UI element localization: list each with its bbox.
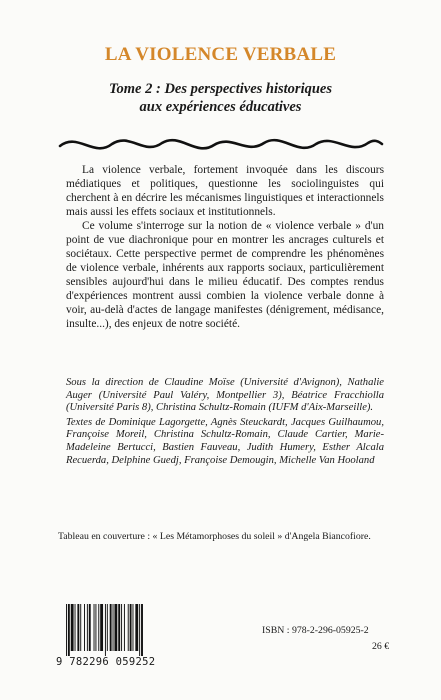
- credits-block: [66, 377, 384, 467]
- summary-paragraph-1: La violence verbale, fortement invoquée dans les discours médiatiques et politiques, questionne les sociolinguistes qui cherchent à en décrire les mécanismes linguistiques et interactionnels mais aussi les effets sociaux et institutionnels.: [66, 164, 384, 218]
- barcode-digits: 9 782296 059252: [56, 656, 156, 668]
- summary-paragraph-2: Ce volume s'interroge sur la notion de « violence verbale » d'un point de vue diachronique pour en montrer les ancrages culturels et sociétaux. Cette perspective permet de comprendre les phénomènes de violence verbale, inhérents aux rapports sociaux, particulièrement sensibles aujourd'hui dans le milieu éducatif. Des comptes rendus d'expériences montrent aussi combien la violence verbale donne à voir, au-delà d'actes de langage manifestes (dénigrement, médisance, insulte...), des enjeux de notre société.: [66, 220, 384, 330]
- subtitle-line-1: Tome 2 : Des perspectives historiques: [109, 81, 332, 97]
- price: 26 €: [372, 641, 390, 652]
- cover-art-credit: Tableau en couverture : « Les Métamorphoses du soleil » d'Angela Biancofiore.: [58, 531, 371, 542]
- authors-credit: Textes de Dominique Lagorgette, Agnès Steuckardt, Jacques Guilhaumou, Françoise Moreil, Christina Schultz-Romain, Claude Cartier, Marie-Madeleine Bertucci, Bastien Fauveau, Judith Humery, Esther Alcala Recuerda, Delphine Guedj, Françoise Demougin, Michelle Van Hooland: [66, 416, 384, 466]
- barcode-icon: [64, 604, 182, 656]
- wavy-line-ornament-icon: [58, 128, 384, 162]
- book-subtitle: [0, 80, 441, 116]
- book-title: LA VIOLENCE VERBALE: [104, 44, 337, 65]
- subtitle-line-2: aux expériences éducatives: [139, 99, 302, 115]
- isbn-number: ISBN : 978-2-296-05925-2: [262, 625, 369, 636]
- back-cover-summary: [66, 163, 384, 331]
- editors-credit: Sous la direction de Claudine Moïse (Université d'Avignon), Nathalie Auger (Université Paul Valéry, Montpellier 3), Béatrice Fracchiolla (Université Paris 8), Christina Schultz-Romain (IUFM d'Aix-Marseille).: [66, 377, 384, 414]
